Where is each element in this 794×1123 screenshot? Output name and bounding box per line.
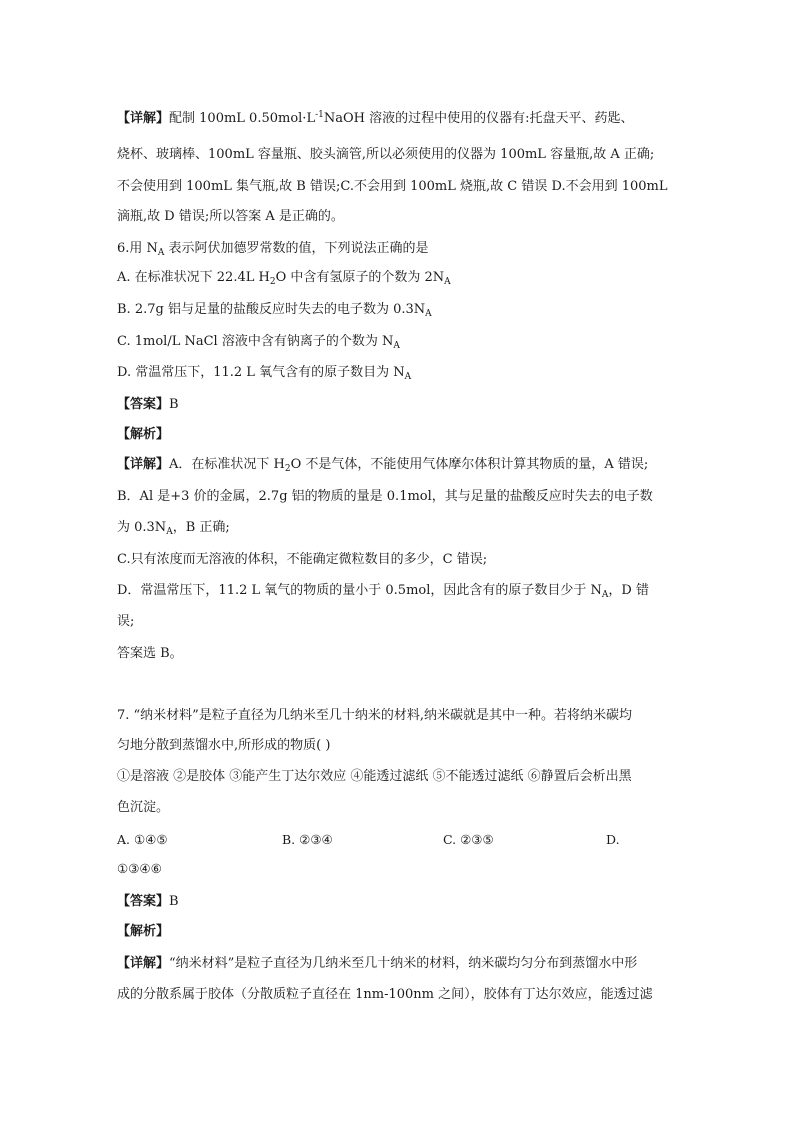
- q7-option-d-continued: ①③④⑥: [117, 861, 162, 876]
- q6-option-b: B. 2.7g 铝与足量的盐酸反应时失去的电子数为 $0.3N_A$: [117, 302, 432, 319]
- q6-detail-line-7: 答案选 B。: [117, 646, 183, 661]
- q6-answer: 【答案】B: [117, 397, 179, 412]
- q6-detail-line-4: C.只有浓度而无溶液的体积，不能确定微粒数目的多少，C 错误;: [117, 552, 488, 567]
- q6-option-a: A. 在标准状况下 22.4L $H_2O$ 中含有氢原子的个数为 $2N_A$: [117, 270, 451, 287]
- q6-option-d: D. 常温常压下，11.2 L 氧气含有的原子数目为 $N_A$: [117, 365, 412, 382]
- q7-answer: 【答案】B: [117, 894, 179, 909]
- q7-detail-line-2: 成的分散系属于胶体（分散质粒子直径在 1nm-100nm 之间），胶体有丁达尔效应，能透过滤: [117, 987, 653, 1002]
- q7-option-c: C. ②③⑤: [443, 832, 494, 847]
- q6-detail-line-3: 为 $0.3N_A$，B 正确;: [117, 520, 230, 537]
- q6-option-c: C. 1mol/L NaCl 溶液中含有钠离子的个数为 $N_A$: [117, 334, 400, 351]
- q7-option-a: A. ①④⑤: [117, 832, 168, 847]
- q5-detail-line-3: 不会使用到 100mL 集气瓶,故 B 错误;C.不会用到 100mL 烧瓶,故 C 错误 D.不会用到 100mL: [117, 179, 668, 194]
- q6-detail-line-5: D．常温常压下，11.2 L 氧气的物质的量小于 0.5mol，因此含有的原子数目少于 $N_A$，D 错: [117, 583, 649, 600]
- q7-detail-line-1: 【详解】“纳米材料”是粒子直径为几纳米至几十纳米的材料，纳米碳均匀分布到蒸馏水中形: [117, 956, 638, 971]
- q7-analysis-tag: 【解析】: [117, 924, 170, 939]
- q5-detail-line-2: 烧杯、玻璃棒、100mL 容量瓶、胶头滴管,所以必须使用的仪器为 100mL 容量瓶,故 A 正确;: [117, 147, 655, 162]
- q7-items-line-2: 色沉淀。: [117, 800, 170, 815]
- q6-detail-line-1: 【详解】A．在标准状况下 $H_2O$ 不是气体，不能使用气体摩尔体积计算其物质的量，A 错误;: [117, 457, 649, 474]
- q6-detail-line-6: 误;: [117, 614, 135, 629]
- q7-stem-line-1: 7. “纳米材料”是粒子直径为几纳米至几十纳米的材料,纳米碳就是其中一种。若将纳米碳均: [117, 708, 632, 723]
- q7-stem-line-2: 匀地分散到蒸馏水中,所形成的物质( ): [117, 738, 331, 753]
- q5-detail-line-1: 【详解】配制 100mL $0.50mol\cdot L^{-1}NaOH$ 溶液的过程中使用的仪器有:托盘天平、药匙、: [117, 110, 634, 126]
- q6-stem: 6.用 $N_A$ 表示阿伏加德罗常数的值，下列说法正确的是: [117, 241, 429, 258]
- q7-option-b: B. ②③④: [282, 832, 333, 847]
- detail-tag: 【详解】: [117, 111, 170, 126]
- q7-option-d: D.: [606, 832, 620, 847]
- q7-items-line-1: ①是溶液 ②是胶体 ③能产生丁达尔效应 ④能透过滤纸 ⑤不能透过滤纸 ⑥静置后会析出黑: [117, 769, 632, 784]
- q6-detail-line-2: B．Al 是+3 价的金属，2.7g 铝的物质的量是 0.1mol，其与足量的盐酸反应时失去的电子数: [117, 489, 653, 504]
- q5-detail-line-4: 滴瓶,故 D 错误;所以答案 A 是正确的。: [117, 209, 344, 224]
- q6-analysis-tag: 【解析】: [117, 427, 170, 442]
